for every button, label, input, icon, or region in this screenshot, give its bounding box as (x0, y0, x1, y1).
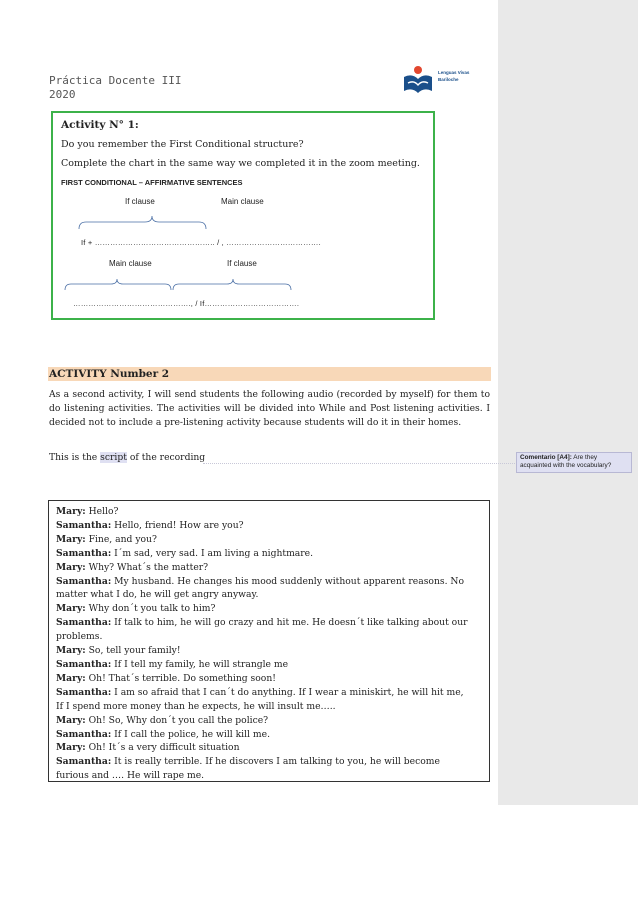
row2-right-brace (173, 279, 291, 290)
row1-blank-structure: If + ……………………………………….. / , ………………………………. (81, 238, 321, 247)
dialogue-line (56, 672, 472, 686)
dialogue-line (56, 561, 472, 575)
speaker-name: Samantha: (56, 547, 112, 559)
line-text: Oh! So, Why don´t you call the police? (85, 714, 269, 726)
dialogue-box (48, 500, 490, 782)
speaker-name: Samantha: (56, 575, 112, 587)
page-header (49, 74, 181, 102)
line-text: Oh! It´s a very difficult situation (85, 742, 240, 754)
line-text: If talk to him, he will go crazy and hit me. He doesn´t like talking about our problems. (56, 617, 468, 643)
line-text: It is really terrible. If he discovers I am talking to you, he will become furious and …. He will rape me. (56, 756, 440, 782)
dialogue-line (56, 519, 472, 533)
speaker-name: Mary: (56, 645, 86, 657)
logo-emblem-icon (402, 63, 436, 97)
comment-connector-line (203, 463, 515, 464)
script-intro: This is the script of the recording (49, 452, 206, 463)
dialogue-line (56, 505, 472, 519)
line-text: Why? What´s the matter? (85, 561, 209, 573)
review-comment[interactable] (516, 452, 632, 473)
line-text: I´m sad, very sad. I am living a nightmare. (111, 547, 314, 559)
header-course: Práctica Docente III (49, 74, 182, 87)
speaker-name: Samantha: (56, 617, 112, 629)
line-text: If I tell my family, he will strangle me (111, 658, 289, 670)
activity-1-question: Do you remember the First Conditional structure? (61, 139, 304, 150)
dialogue-line (56, 602, 472, 616)
dialogue-line (56, 533, 472, 547)
row1-main-clause-label: Main clause (221, 197, 264, 206)
brace-diagram (53, 113, 433, 318)
line-text: My husband. He changes his mood suddenly without apparent reasons. No matter what I do, he will get angry anyway. (56, 575, 464, 601)
speaker-name: Mary: (56, 561, 86, 573)
row2-blank-structure: ………………………………………., / If………………………………. (73, 299, 300, 308)
speaker-name: Samantha: (56, 686, 112, 698)
speaker-name: Mary: (56, 672, 86, 684)
activity-1-subheading: FIRST CONDITIONAL – AFFIRMATIVE SENTENCES (61, 178, 243, 187)
line-text: I am so afraid that I can´t do anything. If I wear a miniskirt, he will hit me, If I spend more money than he expects, he will insult me….. (56, 686, 464, 712)
speaker-name: Samantha: (56, 658, 112, 670)
activity-2-paragraph: As a second activity, I will send students the following audio (recorded by myself) for them to do listening activities. The activities will be divided into While and Post listening activities. I decided not to include a pre-listening activity because students will do it in their homes. (49, 389, 490, 428)
dialogue-transcript (56, 505, 472, 783)
line-text: Why don´t you talk to him? (85, 603, 216, 615)
line-text: If I call the police, he will kill me. (111, 728, 270, 740)
line-text: Fine, and you? (85, 533, 157, 545)
activity-1-title: Activity N° 1: (61, 119, 139, 131)
dialogue-line (56, 728, 472, 742)
dialogue-line (56, 714, 472, 728)
speaker-name: Samantha: (56, 756, 112, 768)
speaker-name: Mary: (56, 603, 86, 615)
dialogue-line (56, 616, 472, 644)
row2-left-brace (65, 279, 171, 290)
page-bottom-margin (498, 805, 638, 902)
comment-margin-pane (498, 0, 638, 805)
activity-1-instruction: Complete the chart in the same way we completed it in the zoom meeting. (61, 158, 420, 169)
dialogue-line (56, 644, 472, 658)
speaker-name: Mary: (56, 506, 86, 517)
line-text: So, tell your family! (85, 645, 181, 657)
speaker-name: Samantha: (56, 519, 112, 531)
speaker-name: Samantha: (56, 728, 112, 740)
header-year: 2020 (49, 88, 76, 101)
commented-word[interactable]: script (100, 452, 127, 463)
institution-logo (402, 63, 502, 99)
dialogue-line (56, 686, 472, 714)
comment-text: Are they acquainted with the vocabulary? (520, 454, 612, 469)
row2-main-clause-label: Main clause (109, 259, 152, 268)
row2-if-clause-label: If clause (227, 259, 257, 268)
dialogue-line (56, 547, 472, 561)
dialogue-line (56, 575, 472, 603)
logo-wordmark: Lenguas Vivas Bariloche (438, 70, 470, 82)
dialogue-line (56, 755, 472, 783)
comment-label: Comentario [A4]: (520, 454, 572, 461)
dialogue-line (56, 741, 472, 755)
speaker-name: Mary: (56, 742, 86, 754)
line-text: Hello, friend! How are you? (111, 519, 244, 531)
row1-if-clause-label: If clause (125, 197, 155, 206)
activity-1-box (51, 111, 435, 320)
speaker-name: Mary: (56, 533, 86, 545)
line-text: Hello? (85, 506, 119, 517)
speaker-name: Mary: (56, 714, 86, 726)
line-text: Oh! That´s terrible. Do something soon! (85, 672, 276, 684)
activity-2-heading: ACTIVITY Number 2 (48, 367, 491, 381)
dialogue-line (56, 658, 472, 672)
row1-left-brace (79, 216, 206, 229)
